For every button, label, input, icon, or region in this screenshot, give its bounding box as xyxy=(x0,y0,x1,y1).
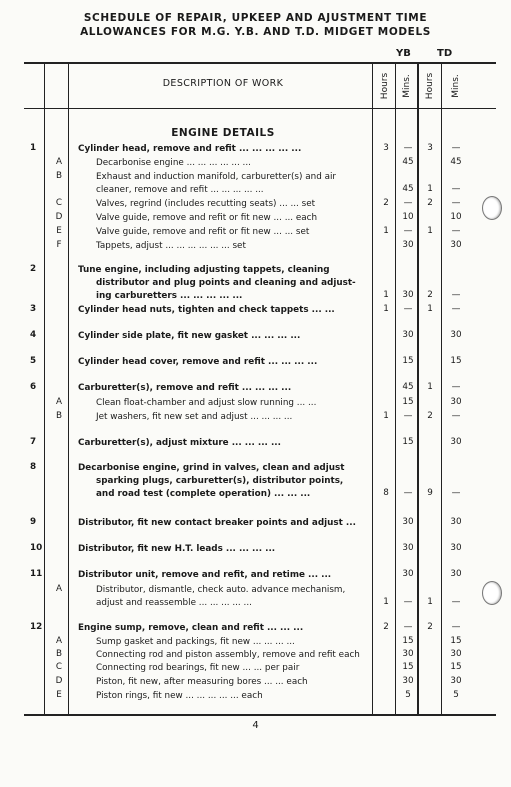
td-hours-header: Hours xyxy=(425,72,435,100)
td-mins-cell: — xyxy=(451,411,461,421)
item-number: 6 xyxy=(30,382,37,392)
col-rule-td xyxy=(441,62,442,714)
work-description xyxy=(96,649,368,662)
yb-mins-cell: 30 xyxy=(402,240,414,250)
item-number: 12 xyxy=(30,622,43,632)
td-hours-cell: 1 xyxy=(427,184,433,194)
td-hours-cell: 9 xyxy=(427,488,433,498)
sub-item-letter: B xyxy=(55,649,63,659)
description-line: sparking plugs, carburetter(s), distributor points, xyxy=(96,476,344,486)
description-line: Distributor, dismantle, check auto. advance mechanism, xyxy=(96,585,346,595)
description-line: Decarbonise engine ... ... ... ... ... ... xyxy=(96,158,251,168)
td-hours-cell: 1 xyxy=(427,597,433,607)
td-mins-cell: 30 xyxy=(450,517,462,527)
td-mins-cell: 45 xyxy=(450,157,462,167)
yb-mins-cell: 15 xyxy=(402,437,414,447)
work-description xyxy=(96,662,368,675)
work-description xyxy=(78,462,368,501)
section-heading: ENGINE DETAILS xyxy=(171,127,275,139)
yb-mins-cell: 45 xyxy=(402,184,414,194)
item-number: 9 xyxy=(30,517,37,527)
yb-mins-cell: — xyxy=(403,488,413,498)
description-line: Jet washers, fit new set and adjust ... ... ... ... xyxy=(96,412,293,422)
work-description xyxy=(78,543,368,556)
item-number: 8 xyxy=(30,462,37,472)
td-mins-cell: 30 xyxy=(450,240,462,250)
yb-mins-cell: — xyxy=(403,411,413,421)
td-mins-cell: 30 xyxy=(450,437,462,447)
header-rule xyxy=(24,108,496,109)
description-line: Exhaust and induction manifold, carburetter(s) and air xyxy=(96,172,337,182)
sub-item-letter: B xyxy=(55,411,63,421)
yb-mins-cell: 30 xyxy=(402,543,414,553)
description-line: Valve guide, remove and refit or fit new ... ... set xyxy=(96,227,310,237)
item-number: 7 xyxy=(30,437,37,447)
work-description xyxy=(96,584,368,610)
yb-hours-header: Hours xyxy=(380,72,390,100)
yb-mins-cell: 15 xyxy=(402,397,414,407)
td-mins-cell: — xyxy=(451,382,461,392)
yb-mins-cell: 45 xyxy=(402,157,414,167)
yb-hours-cell: 2 xyxy=(383,198,389,208)
yb-mins-cell: — xyxy=(403,304,413,314)
td-mins-cell: 30 xyxy=(450,649,462,659)
td-mins-cell: 5 xyxy=(453,690,459,700)
work-description xyxy=(78,569,368,582)
yb-hours-cell: 1 xyxy=(383,226,389,236)
work-description xyxy=(78,622,368,635)
td-mins-cell: — xyxy=(451,488,461,498)
description-line: Tappets, adjust ... ... ... ... ... ... set xyxy=(96,241,246,251)
yb-mins-cell: 30 xyxy=(402,330,414,340)
sub-item-letter: A xyxy=(55,584,63,594)
page-number: 4 xyxy=(252,720,259,731)
sub-item-letter: E xyxy=(56,226,62,236)
yb-mins-cell: — xyxy=(403,622,413,632)
yb-mins-cell: — xyxy=(403,597,413,607)
td-mins-cell: 15 xyxy=(450,636,462,646)
yb-mins-cell: 30 xyxy=(402,676,414,686)
col-rule-desc xyxy=(372,62,373,714)
sub-item-letter: C xyxy=(55,662,63,672)
yb-hours-cell: 8 xyxy=(383,488,389,498)
description-line: Cylinder side plate, fit new gasket ... ... ... ... xyxy=(78,331,301,341)
work-description xyxy=(96,198,368,211)
item-number: 1 xyxy=(30,143,37,153)
punch-hole-top xyxy=(482,196,502,220)
yb-hours-cell: 2 xyxy=(383,622,389,632)
work-description xyxy=(96,212,368,225)
yb-mins-cell: 30 xyxy=(402,649,414,659)
description-header: DESCRIPTION OF WORK xyxy=(162,78,284,89)
col-rule-yb xyxy=(395,62,396,714)
description-line: Distributor unit, remove and refit, and retime ... ... xyxy=(78,570,332,580)
work-description xyxy=(96,240,368,253)
work-description xyxy=(96,397,368,410)
description-line: Piston, fit new, after measuring bores ... ... each xyxy=(96,677,308,687)
item-number: 3 xyxy=(30,304,37,314)
sub-item-letter: B xyxy=(55,171,63,181)
td-mins-cell: 30 xyxy=(450,397,462,407)
description-line: Engine sump, remove, clean and refit ... ... ... xyxy=(78,623,304,633)
col-rule-num xyxy=(44,62,45,714)
description-line: Cylinder head cover, remove and refit ... ... ... ... xyxy=(78,357,318,367)
sub-item-letter: D xyxy=(55,676,63,686)
work-description xyxy=(78,330,368,343)
work-description xyxy=(96,636,368,649)
yb-hours-cell: 1 xyxy=(383,597,389,607)
description-line: Distributor, fit new H.T. leads ... ... ... ... xyxy=(78,544,276,554)
description-line: Cylinder head nuts, tighten and check tappets ... ... xyxy=(78,305,335,315)
td-hours-cell: 1 xyxy=(427,226,433,236)
work-description xyxy=(78,437,368,450)
td-mins-cell: 30 xyxy=(450,330,462,340)
description-line: and road test (complete operation) ... ... ... xyxy=(96,489,311,499)
td-hours-cell: 3 xyxy=(427,143,433,153)
yb-mins-header: Mins. xyxy=(402,74,412,98)
yb-mins-cell: 30 xyxy=(402,290,414,300)
description-line: Tune engine, including adjusting tappets, cleaning xyxy=(78,265,330,275)
work-description xyxy=(96,171,368,197)
td-mins-cell: — xyxy=(451,226,461,236)
work-description xyxy=(78,304,368,317)
td-hours-cell: 1 xyxy=(427,304,433,314)
td-mins-cell: — xyxy=(451,304,461,314)
td-mins-header: Mins. xyxy=(451,74,461,98)
work-description xyxy=(96,226,368,239)
td-mins-cell: — xyxy=(451,184,461,194)
yb-mins-cell: 10 xyxy=(402,212,414,222)
sub-item-letter: D xyxy=(55,212,63,222)
yb-mins-cell: — xyxy=(403,226,413,236)
yb-hours-cell: 3 xyxy=(383,143,389,153)
td-mins-cell: 30 xyxy=(450,569,462,579)
yb-hours-cell: 1 xyxy=(383,411,389,421)
item-number: 10 xyxy=(30,543,43,553)
item-number: 2 xyxy=(30,264,37,274)
yb-header: YB xyxy=(396,48,411,59)
work-description xyxy=(96,690,368,703)
work-description xyxy=(78,356,368,369)
yb-mins-cell: 15 xyxy=(402,356,414,366)
yb-mins-cell: 15 xyxy=(402,636,414,646)
description-line: Decarbonise engine, grind in valves, clean and adjust xyxy=(78,463,345,473)
description-line: Valves, regrind (includes recutting seats) ... ... set xyxy=(96,199,316,209)
sub-item-letter: F xyxy=(56,240,62,250)
work-description xyxy=(78,264,368,303)
work-description xyxy=(78,382,368,395)
description-line: cleaner, remove and refit ... ... ... ... ... xyxy=(96,185,264,195)
yb-mins-cell: 30 xyxy=(402,517,414,527)
description-line: ing carburetters ... ... ... ... ... xyxy=(96,291,243,301)
yb-hours-cell: 1 xyxy=(383,304,389,314)
td-mins-cell: — xyxy=(451,143,461,153)
yb-mins-cell: 15 xyxy=(402,662,414,672)
description-line: Clean float-chamber and adjust slow running ... ... xyxy=(96,398,317,408)
td-mins-cell: 15 xyxy=(450,356,462,366)
yb-hours-cell: 1 xyxy=(383,290,389,300)
td-header: TD xyxy=(437,48,453,59)
title-line-2: ALLOWANCES FOR M.G. Y.B. AND T.D. MIDGET MODELS xyxy=(80,26,431,38)
sub-item-letter: C xyxy=(55,198,63,208)
description-line: Piston rings, fit new ... ... ... ... ... each xyxy=(96,691,263,701)
td-hours-cell: 2 xyxy=(427,622,433,632)
sub-item-letter: E xyxy=(56,690,62,700)
description-line: Valve guide, remove and refit or fit new ... ... each xyxy=(96,213,318,223)
td-mins-cell: 15 xyxy=(450,662,462,672)
sub-item-letter: A xyxy=(55,157,63,167)
description-line: Sump gasket and packings, fit new ... ... ... ... xyxy=(96,637,295,647)
td-hours-cell: 2 xyxy=(427,290,433,300)
yb-mins-cell: — xyxy=(403,143,413,153)
td-mins-cell: — xyxy=(451,198,461,208)
td-mins-cell: 30 xyxy=(450,543,462,553)
td-hours-cell: 1 xyxy=(427,382,433,392)
work-description xyxy=(78,143,368,156)
yb-mins-cell: 30 xyxy=(402,569,414,579)
bottom-rule xyxy=(24,714,496,716)
yb-mins-cell: 5 xyxy=(405,690,411,700)
td-mins-cell: 10 xyxy=(450,212,462,222)
description-line: Carburetter(s), remove and refit ... ... ... ... xyxy=(78,383,292,393)
title-line-1: SCHEDULE OF REPAIR, UPKEEP AND AJUSTMENT TIME xyxy=(83,12,428,24)
work-description xyxy=(96,411,368,424)
td-hours-cell: 2 xyxy=(427,198,433,208)
sub-item-letter: A xyxy=(55,636,63,646)
punch-hole-bottom xyxy=(482,581,502,605)
description-line: Carburetter(s), adjust mixture ... ... ... ... xyxy=(78,438,281,448)
td-mins-cell: 30 xyxy=(450,676,462,686)
col-rule-sub xyxy=(68,62,69,714)
td-mins-cell: — xyxy=(451,597,461,607)
work-description xyxy=(96,157,368,170)
yb-mins-cell: 45 xyxy=(402,382,414,392)
item-number: 11 xyxy=(30,569,43,579)
description-line: Cylinder head, remove and refit ... ... ... ... ... xyxy=(78,144,302,154)
description-line: Distributor, fit new contact breaker points and adjust ... xyxy=(78,518,356,528)
td-mins-cell: — xyxy=(451,622,461,632)
item-number: 5 xyxy=(30,356,37,366)
description-line: Connecting rod and piston assembly, remove and refit each xyxy=(96,650,360,660)
item-number: 4 xyxy=(30,330,37,340)
description-line: adjust and reassemble ... ... ... ... ... xyxy=(96,598,252,608)
work-description xyxy=(78,517,368,530)
yb-mins-cell: — xyxy=(403,198,413,208)
td-hours-cell: 2 xyxy=(427,411,433,421)
work-description xyxy=(96,676,368,689)
description-line: Connecting rod bearings, fit new ... ... per pair xyxy=(96,663,300,673)
td-mins-cell: — xyxy=(451,290,461,300)
description-line: distributor and plug points and cleaning and adjust- xyxy=(96,278,356,288)
sub-item-letter: A xyxy=(55,397,63,407)
